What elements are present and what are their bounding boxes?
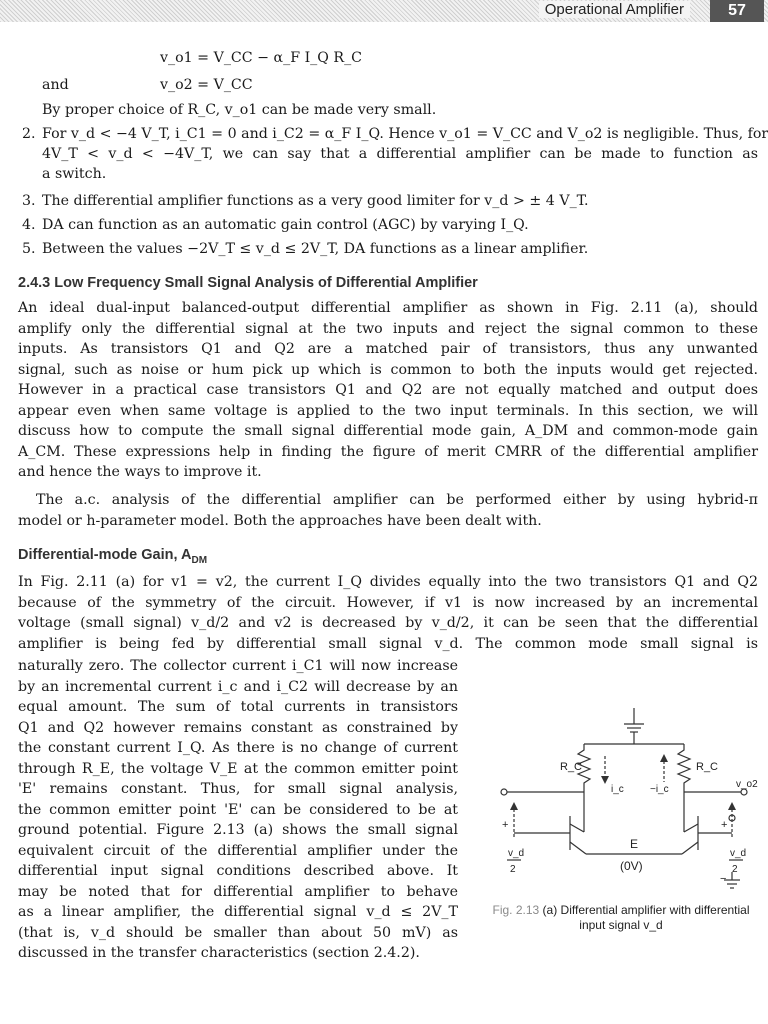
- paragraph-line: (that is, v_d should be smaller than about 50 mV) as: [18, 924, 458, 941]
- rc-left-label: R_C: [560, 761, 583, 773]
- caption-label: Fig. 2.13: [492, 903, 540, 917]
- paragraph-line: inputs. As transistors Q1 and Q2 are a matched pair of transistors, thus any unwanted: [18, 341, 758, 357]
- differential-amplifier-circuit-figure: [474, 708, 758, 894]
- paragraph-line: An ideal dual-input balanced-output differential amplifier as shown in Fig. 2.11 (a), should: [18, 300, 758, 316]
- list-line: For v_d < −4 V_T, i_C1 = 0 and i_C2 = α_F I_Q. Hence v_o1 = V_CC and V_o2 is negligible. Thus, for: [42, 126, 768, 142]
- equation-vo1: v_o1 = V_CC − α_F I_Q R_C: [160, 50, 363, 66]
- paragraph-line: discuss how to compute the small signal differential mode gain, A_DM and common-mode gain: [18, 423, 758, 439]
- paragraph-line: may be noted that for differential amplifier to behave: [18, 883, 458, 900]
- paragraph-line: naturally zero. The collector current i_C1 will now increase: [18, 658, 458, 674]
- current-arrow-left: [601, 756, 609, 784]
- paragraph-line: ground potential. Figure 2.13 (a) shows the small signal: [18, 822, 458, 838]
- output-terminal-left: [501, 789, 507, 795]
- paragraph-line: the constant current I_Q. As there is no change of current: [18, 740, 458, 756]
- list-line: a switch.: [42, 166, 107, 182]
- running-title: Operational Amplifier: [539, 1, 690, 18]
- heading-subscript: DM: [191, 554, 208, 566]
- paragraph-line: Q1 and Q2 however remains constant as constrained by: [18, 719, 458, 736]
- paragraph-line: differential input signal conditions described above. It: [18, 863, 458, 879]
- ground-symbol-top: [624, 708, 644, 744]
- paragraph-line: and hence the ways to improve it.: [18, 464, 262, 480]
- emitter-node-label: E: [630, 837, 639, 851]
- paragraph-line: voltage (small signal) v_d/2 and v2 is decreased by v_d/2, it can be seen that the differential: [18, 615, 758, 631]
- and-label: and: [42, 77, 69, 93]
- list-item-3: [22, 191, 758, 211]
- paragraph-line: appear even when same voltage is applied to the two input terminals. In this section, we will: [18, 402, 758, 419]
- caption-text: (a) Differential amplifier with differential input signal v_d: [542, 903, 750, 932]
- list-item-2: [22, 124, 768, 182]
- list-line: 4V_T < v_d < −4V_T, we can say that a differential amplifier can be made to function as: [42, 146, 758, 162]
- ic-left-label: i_c: [611, 784, 624, 795]
- list-number: 3.: [22, 193, 36, 209]
- paragraph-line: amplifier is being fed by differential small signal v_d. The common mode small signal is: [18, 635, 758, 652]
- plus-sign-right: +: [721, 819, 728, 831]
- paragraph-line: through R_E, the voltage V_E at the common emitter point: [18, 760, 458, 777]
- list-line: DA can function as an automatic gain control (AGC) by varying I_Q.: [42, 217, 529, 233]
- vd-numerator-left: v_d: [508, 848, 525, 859]
- paragraph-line: signal, such as noise or hum pick up which is common to both the inputs would get rejected.: [18, 361, 758, 378]
- paragraph-line: The a.c. analysis of the differential amplifier can be performed either by using hybrid-π: [36, 492, 758, 508]
- paragraph-line: 'E' remains constant. Thus, for small signal analysis,: [18, 781, 458, 797]
- vd-numerator-right: v_d: [730, 848, 747, 859]
- list-item-5: [22, 239, 758, 259]
- list-item-4: [22, 215, 758, 235]
- rc-right-label: R_C: [696, 761, 719, 773]
- section-heading-243: 2.4.3 Low Frequency Small Signal Analysis of Differential Amplifier: [18, 275, 478, 291]
- heading-text: Differential-mode Gain, A: [18, 547, 192, 563]
- paragraph-line: equivalent circuit of the differential amplifier under the: [18, 842, 458, 859]
- list-line: The differential amplifier functions as a very good limiter for v_d > ± 4 V_T.: [42, 193, 589, 209]
- figure-caption: [486, 903, 756, 933]
- ic-right-label: −i_c: [650, 784, 669, 795]
- equation-vo2: v_o2 = V_CC: [160, 77, 253, 93]
- vd-denominator-right: 2: [732, 864, 738, 875]
- paragraph-line: the common emitter point 'E' can be considered to be at: [18, 801, 458, 818]
- paragraph-line: However in a practical case transistors Q1 and Q2 are not equally matched and output does: [18, 382, 758, 398]
- paragraph-line: as a linear amplifier, the differential signal v_d ≤ 2V_T: [18, 904, 458, 920]
- paragraph-line: equal amount. The sum of total currents in transistors: [18, 699, 458, 715]
- paragraph-line: model or h-parameter model. Both the approaches have been dealt with.: [18, 513, 542, 529]
- paragraph-line: In Fig. 2.11 (a) for v1 = v2, the current I_Q divides equally into the two transistors Q1 and Q2: [18, 574, 758, 590]
- page-number: 57: [710, 0, 764, 22]
- list-number: 5.: [22, 241, 36, 257]
- section-heading-dm: [18, 547, 207, 566]
- current-arrow-right: [660, 754, 668, 782]
- resistor-rc-right: [678, 744, 690, 792]
- plus-sign-left: +: [502, 819, 509, 831]
- vd-denominator-left: 2: [510, 864, 516, 875]
- list-line: Between the values −2V_T ≤ v_d ≤ 2V_T, DA functions as a linear amplifier.: [42, 241, 589, 257]
- page-header: [0, 0, 768, 22]
- paragraph-line: by an incremental current i_c and i_C2 will decrease by an: [18, 678, 458, 695]
- vo2-label: v_o2: [736, 779, 758, 790]
- equation-note: By proper choice of R_C, v_o1 can be made very small.: [42, 102, 437, 118]
- paragraph-line: amplify only the differential signal at the two inputs and reject the signal common to these: [18, 320, 758, 337]
- minus-sign-right: −: [720, 873, 727, 885]
- zero-volt-label: (0V): [620, 859, 643, 873]
- paragraph-line: because of the symmetry of the circuit. However, if v1 is now increased by an incremental: [18, 594, 758, 611]
- paragraph-line: A_CM. These expressions help in finding the figure of merit CMRR of the differential amplifier: [18, 443, 758, 460]
- list-number: 2.: [22, 126, 36, 142]
- list-number: 4.: [22, 217, 36, 233]
- paragraph-line: discussed in the transfer characteristics (section 2.4.2).: [18, 945, 420, 961]
